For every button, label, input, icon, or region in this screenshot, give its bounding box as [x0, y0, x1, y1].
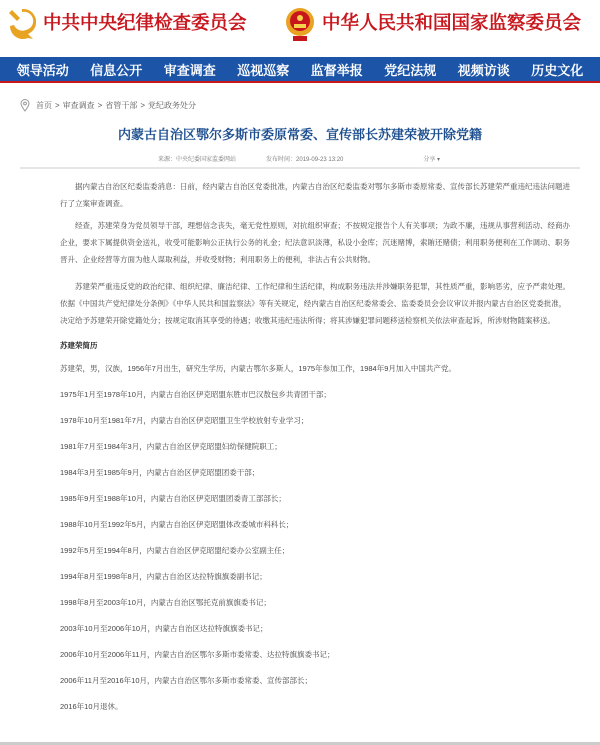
resume-line: 1975年1月至1978年10月，内蒙古自治区伊克昭盟东胜市巴汉敖包乡共青团干部； [60, 390, 331, 399]
resume-line: 1992年5月至1994年8月，内蒙古自治区伊克昭盟纪委办公室副主任； [60, 546, 290, 555]
resume-line: 1978年10月至1981年7月，内蒙古自治区伊克昭盟卫生学校放射专业学习； [60, 416, 309, 425]
share-button[interactable]: 分享 ▾ [423, 157, 441, 163]
breadcrumb-separator: > [55, 101, 60, 110]
paragraph: 苏建荣严重违反党的政治纪律、组织纪律、廉洁纪律、工作纪律和生活纪律，构成职务违法并涉嫌职务犯罪，其性质严重，影响恶劣，应予严肃处理。依据《中国共产党纪律处分条例》《中华人民共和国监察法》等有关规定，经内蒙古自治区纪委常委会、监委委员会会议审议并报内蒙古自治区党委批准，决定给予苏建荣开除党籍处分；按规定取消其享受的待遇；收缴其违纪违法所得；将其涉嫌犯罪问题移送检察机关依法审查起诉，所涉财物随案移送。 [60, 282, 570, 325]
nav-item-regulations[interactable]: 党纪法规 [384, 62, 437, 78]
org-name-nsc[interactable]: 中华人民共和国国家监察委员会 [322, 14, 582, 34]
paragraph: 据内蒙古自治区纪委监委消息：日前，经内蒙古自治区党委批准，内蒙古自治区纪委监委对鄂尔多斯市委原常委、宣传部长苏建荣严重违纪违法问题进行了立案审查调查。 [60, 182, 570, 208]
breadcrumb-discipline[interactable]: 党纪政务处分 [148, 101, 197, 110]
divider [20, 167, 580, 169]
main-nav [0, 57, 600, 83]
nav-item-report[interactable]: 监督举报 [310, 62, 363, 78]
breadcrumb-home[interactable]: 首页 [36, 101, 52, 110]
article-source: 来源：中央纪委国家监委网站 [158, 157, 237, 163]
resume-title: 苏建荣简历 [60, 341, 98, 350]
org-name-ccdi[interactable]: 中共中央纪律检查委员会 [43, 14, 247, 34]
breadcrumb [20, 99, 196, 112]
resume-line: 2016年10月退休。 [60, 702, 123, 711]
site-header [0, 0, 600, 56]
article-meta [158, 154, 440, 163]
nav-item-history[interactable]: 历史文化 [531, 62, 584, 78]
nav-item-investigation[interactable]: 审查调查 [163, 62, 216, 78]
article-title: 内蒙古自治区鄂尔多斯市委原常委、宣传部长苏建荣被开除党籍 [117, 127, 482, 142]
nav-item-leadership[interactable]: 领导活动 [16, 62, 69, 78]
nav-item-info[interactable]: 信息公开 [90, 62, 143, 78]
nav-item-video[interactable]: 视频访谈 [457, 62, 510, 78]
resume-line: 2006年11月至2016年10月，内蒙古自治区鄂尔多斯市委常委、宣传部部长； [60, 676, 312, 685]
party-emblem-icon [6, 6, 36, 40]
breadcrumb-separator: > [140, 101, 146, 110]
resume-line: 2003年10月至2006年10月，内蒙古自治区达拉特旗旗委书记； [60, 624, 268, 633]
resume-line: 1985年9月至1988年10月，内蒙古自治区伊克昭盟团委青工部部长； [60, 494, 286, 503]
resume-line: 1994年8月至1998年8月，内蒙古自治区达拉特旗旗委副书记； [60, 572, 267, 581]
resume-line: 1998年8月至2003年10月，内蒙古自治区鄂托克前旗旗委书记； [60, 598, 271, 607]
resume-line: 1988年10月至1992年5月，内蒙古自治区伊克昭盟体改委城市科科长； [60, 520, 294, 529]
location-pin-icon [20, 99, 30, 112]
breadcrumb-separator: > [97, 101, 103, 110]
resume-line: 苏建荣，男，汉族，1956年7月出生，研究生学历，内蒙古鄂尔多斯人，1975年参加工作，1984年9月加入中国共产党。 [60, 364, 456, 373]
breadcrumb-investigation[interactable]: 审查调查 [62, 101, 95, 110]
resume-line: 2006年10月至2006年11月，内蒙古自治区鄂尔多斯市委常委、达拉特旗旗委书记； [60, 650, 335, 659]
article-body [60, 178, 572, 726]
paragraph: 经查，苏建荣身为党员领导干部，理想信念丧失，毫无党性原则，对抗组织审查；不按规定报告个人有关事项；为政不廉，违规从事营利活动、经商办企业，要求下属提供资金送礼，收受可能影响公正执行公务的礼金；纪法意识淡薄，私设小金库；沉迷赌博，索賄还赌债；利用职务便利在工作调动、职务晋升、企业经营等方面为他人谋取利益，并收受财物；利用职务上的便利，非法占有公共财物。 [60, 221, 570, 264]
article-time: 发布时间：2019-09-23 13:20 [266, 157, 344, 163]
resume-line: 1984年3月至1985年9月，内蒙古自治区伊克昭盟团委干部； [60, 468, 260, 477]
nav-item-inspection[interactable]: 巡视巡察 [237, 62, 290, 78]
national-emblem-icon [285, 6, 315, 44]
resume-line: 1981年7月至1984年3月，内蒙古自治区伊克昭盟妇幼保健院职工； [60, 442, 282, 451]
breadcrumb-provincial-cadres[interactable]: 省管干部 [105, 101, 138, 110]
